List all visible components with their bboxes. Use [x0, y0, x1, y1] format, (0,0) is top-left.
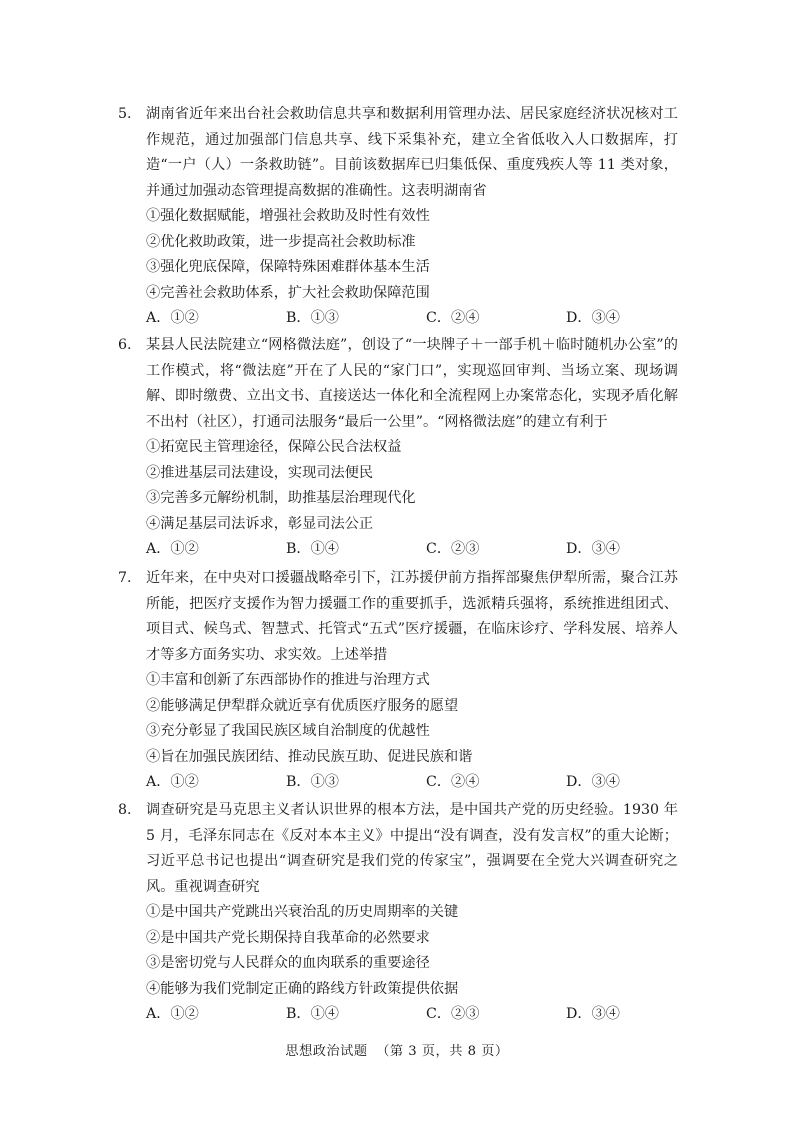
footer-page-info: （第 3 页，共 8 页）	[376, 1044, 509, 1059]
question-number: 5.	[118, 106, 132, 122]
statement-1: ①丰富和创新了东西部协作的推进与治理方式	[146, 672, 430, 688]
statement-2: ②能够满足伊犁群众就近享有优质医疗服务的愿望	[146, 697, 459, 714]
choice-a: A．①②	[146, 541, 199, 557]
statement-1: ①拓宽民主管理途径，保障公民合法权益	[146, 439, 402, 455]
choice-d: D．③④	[566, 541, 620, 557]
footer-subject: 思想政治试题	[285, 1044, 368, 1059]
choice-c: C．②④	[426, 310, 480, 326]
answer-choices	[118, 1002, 678, 1028]
question-text: 调查研究是马克思主义者认识世界的根本方法，是中国共产党的历史经验。1930 年 5 月，毛泽东同志在《反对本本主义》中提出“没有调查，没有发言权”的重大论断；习近平总书记也提出“调查研究是我们党的传家宝”，强调要在全党大兴调查研究之风。重视调查研究	[146, 802, 678, 895]
answer-choices	[118, 770, 678, 796]
choice-b: B．①④	[286, 541, 339, 557]
question-7	[118, 566, 678, 796]
statement-2: ②是中国共产党长期保持自我革命的必然要求	[146, 929, 430, 946]
question-number: 7.	[118, 570, 132, 586]
statement-1: ①强化数据赋能，增强社会救助及时性有效性	[146, 208, 430, 224]
choice-a: A．①②	[146, 1006, 199, 1022]
question-stem	[118, 798, 678, 900]
question-number: 6.	[118, 337, 132, 353]
statement-3: ③充分彰显了我国民族区域自治制度的优越性	[146, 723, 430, 739]
question-stem	[118, 102, 678, 204]
page-footer	[0, 1040, 794, 1059]
statement-3: ③是密切党与人民群众的血肉联系的重要途径	[146, 955, 430, 971]
choice-b: B．①④	[286, 1006, 339, 1022]
question-text: 近年来，在中央对口援疆战略牵引下，江苏援伊前方指挥部聚焦伊犁所需，聚合江苏所能，把医疗支援作为智力援疆工作的重要抓手，选派精兵强将，系统推进组团式、项目式、候鸟式、智慧式、托管式“五式”医疗援疆，在临床诊疗、学科发展、培养人才等多方面务实功、求实效。上述举措	[146, 570, 678, 663]
question-6	[118, 333, 678, 563]
question-number: 8.	[118, 802, 132, 818]
statement-4: ④旨在加强民族团结、推动民族互助、促进民族和谐	[146, 748, 473, 765]
choice-d: D．③④	[566, 310, 620, 326]
question-stem	[118, 333, 678, 435]
choice-c: C．②③	[426, 1006, 480, 1022]
question-stem	[118, 566, 678, 668]
statement-4: ④完善社会救助体系，扩大社会救助保障范围	[146, 284, 430, 301]
choice-a: A．①②	[146, 774, 199, 790]
question-8	[118, 798, 678, 1028]
choice-b: B．①③	[286, 310, 339, 326]
answer-choices	[118, 306, 678, 332]
statement-1: ①是中国共产党跳出兴衰治乱的历史周期率的关键	[146, 904, 459, 920]
choice-c: C．②④	[426, 774, 480, 790]
question-text: 湖南省近年来出台社会救助信息共享和数据利用管理办法、居民家庭经济状况核对工作规范，通过加强部门信息共享、线下采集补充，建立全省低收入人口数据库，打造“一户（人）一条救助链”。目前该数据库已归集低保、重度残疾人等 11 类对象，并通过加强动态管理提高数据的准确性。这表明湖南省	[146, 106, 678, 199]
statement-3: ③强化兜底保障，保障特殊困难群体基本生活	[146, 259, 430, 275]
statement-2: ②推进基层司法建设，实现司法便民	[146, 464, 374, 481]
statement-3: ③完善多元解纷机制，助推基层治理现代化	[146, 490, 416, 506]
choice-a: A．①②	[146, 310, 199, 326]
choice-d: D．③④	[566, 1006, 620, 1022]
question-text: 某县人民法院建立“网格微法庭”，创设了“一块牌子＋一部手机＋临时随机办公室”的工作模式，将“微法庭”开在了人民的“家门口”，实现巡回审判、当场立案、现场调解、即时缴费、立出文书、直接送达一体化和全流程网上办案常态化，实现矛盾化解不出村（社区），打通司法服务“最后一公里”。“网格微法庭”的建立有利于	[146, 337, 678, 430]
choice-d: D．③④	[566, 774, 620, 790]
question-5	[118, 102, 678, 332]
answer-choices	[118, 537, 678, 563]
choice-b: B．①③	[286, 774, 339, 790]
choice-c: C．②③	[426, 541, 480, 557]
statement-4: ④能够为我们党制定正确的路线方针政策提供依据	[146, 980, 459, 997]
statement-2: ②优化救助政策，进一步提高社会救助标准	[146, 233, 416, 250]
statement-4: ④满足基层司法诉求，彰显司法公正	[146, 515, 374, 532]
